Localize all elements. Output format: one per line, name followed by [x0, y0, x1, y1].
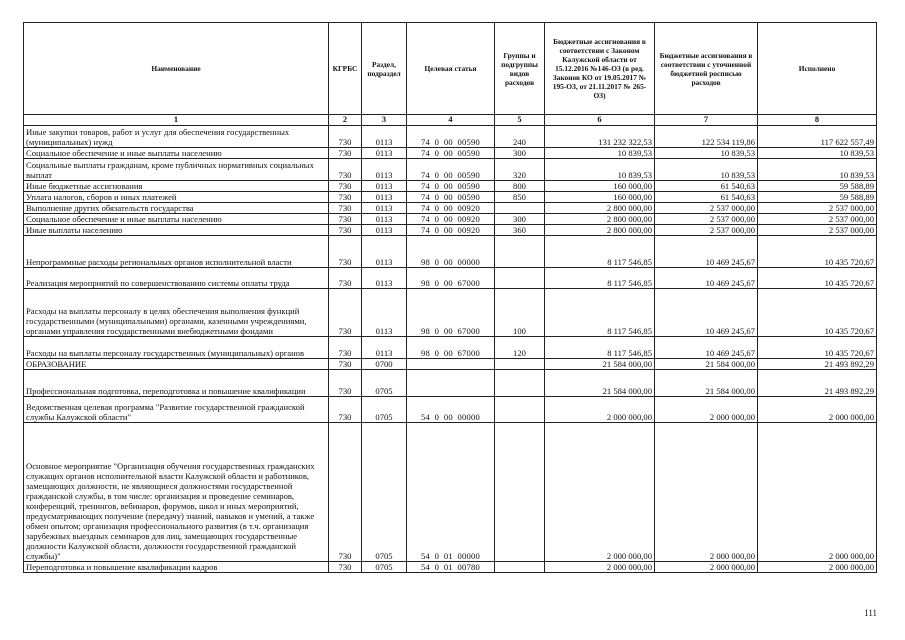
row-executed: 2 000 000,00: [758, 423, 877, 562]
row-kgrbs: 730: [329, 359, 362, 370]
row-name: Расходы на выплаты персоналу в целях обеспечения выполнения функций государственными (муниципальными) органами, казенными учреждениями, органами управления государственными внебюджетными фондами: [24, 289, 329, 337]
row-group: 100: [495, 289, 545, 337]
row-target: [407, 370, 495, 397]
row-section: 0113: [362, 214, 407, 225]
row-section: 0113: [362, 192, 407, 203]
row-target: [407, 359, 495, 370]
row-kgrbs: 730: [329, 423, 362, 562]
row-executed: 21 493 892,29: [758, 370, 877, 397]
budget-report-sheet: [23, 22, 876, 573]
row-target: 74 0 00 00920: [407, 214, 495, 225]
column-number: 1: [24, 115, 329, 126]
row-budget-law: 160 000,00: [545, 181, 655, 192]
row-section: 0113: [362, 126, 407, 148]
row-section: 0700: [362, 359, 407, 370]
row-kgrbs: 730: [329, 181, 362, 192]
column-number: 6: [545, 115, 655, 126]
table-row: [24, 397, 877, 423]
column-number: 8: [758, 115, 877, 126]
row-section: 0705: [362, 423, 407, 562]
row-section: 0113: [362, 159, 407, 181]
row-section: 0113: [362, 225, 407, 236]
row-target: 98 0 00 00000: [407, 236, 495, 268]
header-name: Наименование: [24, 23, 329, 115]
row-group: [495, 203, 545, 214]
row-budget-law: 2 000 000,00: [545, 562, 655, 573]
row-target: 54 0 00 00000: [407, 397, 495, 423]
row-budget-law: 10 839,53: [545, 148, 655, 159]
row-executed: 10 435 720,67: [758, 268, 877, 289]
row-name: Переподготовка и повышение квалификации кадров: [24, 562, 329, 573]
row-group: [495, 370, 545, 397]
table-row: [24, 148, 877, 159]
row-name: Иные бюджетные ассигнования: [24, 181, 329, 192]
header-section: Раздел, подраздел: [362, 23, 407, 115]
row-executed: 21 493 892,29: [758, 359, 877, 370]
row-section: 0113: [362, 337, 407, 359]
row-group: 240: [495, 126, 545, 148]
row-name: Социальные выплаты гражданам, кроме публичных нормативных социальных выплат: [24, 159, 329, 181]
row-budget-refined: 21 584 000,00: [655, 370, 758, 397]
row-executed: 10 435 720,67: [758, 236, 877, 268]
header-group: Группы и подгруппы видов расходов: [495, 23, 545, 115]
row-target: 74 0 00 00590: [407, 148, 495, 159]
row-group: [495, 236, 545, 268]
column-number: 5: [495, 115, 545, 126]
column-number: 2: [329, 115, 362, 126]
header-executed: Исполнено: [758, 23, 877, 115]
column-number: 4: [407, 115, 495, 126]
row-budget-refined: 10 469 245,67: [655, 236, 758, 268]
row-section: 0113: [362, 236, 407, 268]
row-budget-refined: 10 469 245,67: [655, 337, 758, 359]
row-kgrbs: 730: [329, 337, 362, 359]
row-kgrbs: 730: [329, 148, 362, 159]
table-row: [24, 225, 877, 236]
page-number: 111: [864, 608, 877, 618]
row-budget-law: 8 117 546,85: [545, 289, 655, 337]
row-budget-refined: 2 537 000,00: [655, 225, 758, 236]
row-name: Реализация мероприятий по совершенствованию системы оплаты труда: [24, 268, 329, 289]
table-row: [24, 423, 877, 562]
row-section: 0113: [362, 148, 407, 159]
row-budget-law: 131 232 322,53: [545, 126, 655, 148]
table-row: [24, 236, 877, 268]
row-kgrbs: 730: [329, 397, 362, 423]
table-row: [24, 214, 877, 225]
row-budget-refined: 61 540,63: [655, 181, 758, 192]
row-name: Иные закупки товаров, работ и услуг для обеспечения государственных (муниципальных) нужд: [24, 126, 329, 148]
row-budget-refined: 2 537 000,00: [655, 203, 758, 214]
row-target: 74 0 00 00920: [407, 225, 495, 236]
row-executed: 117 622 557,49: [758, 126, 877, 148]
row-executed: 59 588,89: [758, 192, 877, 203]
row-target: 54 0 01 00000: [407, 423, 495, 562]
row-budget-law: 8 117 546,85: [545, 337, 655, 359]
row-executed: 59 588,89: [758, 181, 877, 192]
row-budget-law: 2 800 000,00: [545, 203, 655, 214]
row-group: 120: [495, 337, 545, 359]
row-executed: 2 537 000,00: [758, 203, 877, 214]
table-row: [24, 359, 877, 370]
row-name: Непрограммные расходы региональных органов исполнительной власти: [24, 236, 329, 268]
table-row: [24, 268, 877, 289]
budget-table: [23, 22, 877, 573]
row-budget-refined: 21 584 000,00: [655, 359, 758, 370]
header-budget-law: Бюджетные ассигнования в соответствии с Законом Калужской области от 15.12.2016 №146-ОЗ (в ред. Законов КО от 19.05.2017 № 195-ОЗ, от 21.11.2017 № 265-ОЗ): [545, 23, 655, 115]
row-budget-law: 10 839,53: [545, 159, 655, 181]
row-group: 300: [495, 214, 545, 225]
table-row: [24, 337, 877, 359]
row-group: [495, 562, 545, 573]
row-kgrbs: 730: [329, 214, 362, 225]
row-executed: 10 839,53: [758, 148, 877, 159]
row-executed: 10 839,53: [758, 159, 877, 181]
row-executed: 2 537 000,00: [758, 225, 877, 236]
row-executed: 2 000 000,00: [758, 397, 877, 423]
row-budget-refined: 10 839,53: [655, 148, 758, 159]
row-budget-law: 2 800 000,00: [545, 214, 655, 225]
header-row: [24, 23, 877, 115]
table-row: [24, 203, 877, 214]
row-budget-refined: 2 000 000,00: [655, 397, 758, 423]
row-budget-refined: 122 534 119,86: [655, 126, 758, 148]
row-section: 0113: [362, 203, 407, 214]
row-executed: 10 435 720,67: [758, 289, 877, 337]
row-budget-refined: 2 000 000,00: [655, 423, 758, 562]
row-name: Уплата налогов, сборов и иных платежей: [24, 192, 329, 203]
table-row: [24, 370, 877, 397]
row-budget-refined: 10 469 245,67: [655, 268, 758, 289]
row-group: [495, 359, 545, 370]
row-budget-law: 2 000 000,00: [545, 397, 655, 423]
row-target: 54 0 01 00780: [407, 562, 495, 573]
row-name: ОБРАЗОВАНИЕ: [24, 359, 329, 370]
row-kgrbs: 730: [329, 159, 362, 181]
row-budget-refined: 2 000 000,00: [655, 562, 758, 573]
row-budget-refined: 61 540,63: [655, 192, 758, 203]
column-number: 7: [655, 115, 758, 126]
row-section: 0113: [362, 181, 407, 192]
row-kgrbs: 730: [329, 289, 362, 337]
row-name: Ведомственная целевая программа "Развитие государственной гражданской службы Калужской области": [24, 397, 329, 423]
table-row: [24, 562, 877, 573]
row-budget-law: 8 117 546,85: [545, 236, 655, 268]
row-group: [495, 397, 545, 423]
row-target: 74 0 00 00590: [407, 192, 495, 203]
column-number: 3: [362, 115, 407, 126]
row-group: 800: [495, 181, 545, 192]
row-kgrbs: 730: [329, 126, 362, 148]
row-group: [495, 268, 545, 289]
row-budget-law: 160 000,00: [545, 192, 655, 203]
row-group: [495, 423, 545, 562]
budget-rows: [24, 126, 877, 573]
row-section: 0113: [362, 289, 407, 337]
row-budget-refined: 2 537 000,00: [655, 214, 758, 225]
row-section: 0705: [362, 562, 407, 573]
row-group: 850: [495, 192, 545, 203]
row-section: 0113: [362, 268, 407, 289]
header-kgrbs: КГРБС: [329, 23, 362, 115]
row-name: Профессиональная подготовка, переподготовка и повышение квалификации: [24, 370, 329, 397]
row-kgrbs: 730: [329, 203, 362, 214]
row-name: Социальное обеспечение и иные выплаты населению: [24, 148, 329, 159]
table-row: [24, 289, 877, 337]
header-budget-refined: Бюджетные ассигнования в соответствии с уточненной бюджетной росписью расходов: [655, 23, 758, 115]
table-row: [24, 181, 877, 192]
column-number-row: [24, 115, 877, 126]
row-name: Выполнение других обязательств государства: [24, 203, 329, 214]
table-row: [24, 159, 877, 181]
row-kgrbs: 730: [329, 370, 362, 397]
row-target: 98 0 00 67000: [407, 268, 495, 289]
table-row: [24, 192, 877, 203]
row-target: 74 0 00 00590: [407, 126, 495, 148]
row-name: Иные выплаты населению: [24, 225, 329, 236]
row-budget-law: 8 117 546,85: [545, 268, 655, 289]
row-name: Социальное обеспечение и иные выплаты населению: [24, 214, 329, 225]
row-executed: 2 000 000,00: [758, 562, 877, 573]
row-executed: 2 537 000,00: [758, 214, 877, 225]
table-row: [24, 126, 877, 148]
row-budget-refined: 10 839,53: [655, 159, 758, 181]
row-group: 300: [495, 148, 545, 159]
row-target: 98 0 00 67000: [407, 337, 495, 359]
row-section: 0705: [362, 370, 407, 397]
row-group: 320: [495, 159, 545, 181]
row-budget-law: 21 584 000,00: [545, 359, 655, 370]
row-kgrbs: 730: [329, 236, 362, 268]
row-target: 74 0 00 00590: [407, 181, 495, 192]
row-budget-law: 21 584 000,00: [545, 370, 655, 397]
row-kgrbs: 730: [329, 562, 362, 573]
row-budget-refined: 10 469 245,67: [655, 289, 758, 337]
row-section: 0705: [362, 397, 407, 423]
row-executed: 10 435 720,67: [758, 337, 877, 359]
row-kgrbs: 730: [329, 225, 362, 236]
row-budget-law: 2 800 000,00: [545, 225, 655, 236]
row-group: 360: [495, 225, 545, 236]
row-kgrbs: 730: [329, 268, 362, 289]
row-name: Основное мероприятие "Организация обучения государственных гражданских служащих органов исполнительной власти Калужской области и работников, замещающих должности, не являющиеся должностями государственной гражданской службы, в том числе: организация и проведение семинаров, конференций, тренингов, вебинаров, форумов, школ и иных мероприятий, предусматривающих получение (передачу) знаний, навыков и умений, а также обмен опытом; организация профессионального развития (в т.ч. организация зарубежных выездных семинаров для лиц, замещающих государственные должности Калужской области, должности государственной гражданской службы)": [24, 423, 329, 562]
row-budget-law: 2 000 000,00: [545, 423, 655, 562]
row-target: 74 0 00 00590: [407, 159, 495, 181]
row-target: 74 0 00 00920: [407, 203, 495, 214]
row-kgrbs: 730: [329, 192, 362, 203]
row-target: 98 0 00 67000: [407, 289, 495, 337]
row-name: Расходы на выплаты персоналу государственных (муниципальных) органов: [24, 337, 329, 359]
header-target: Целевая статья: [407, 23, 495, 115]
